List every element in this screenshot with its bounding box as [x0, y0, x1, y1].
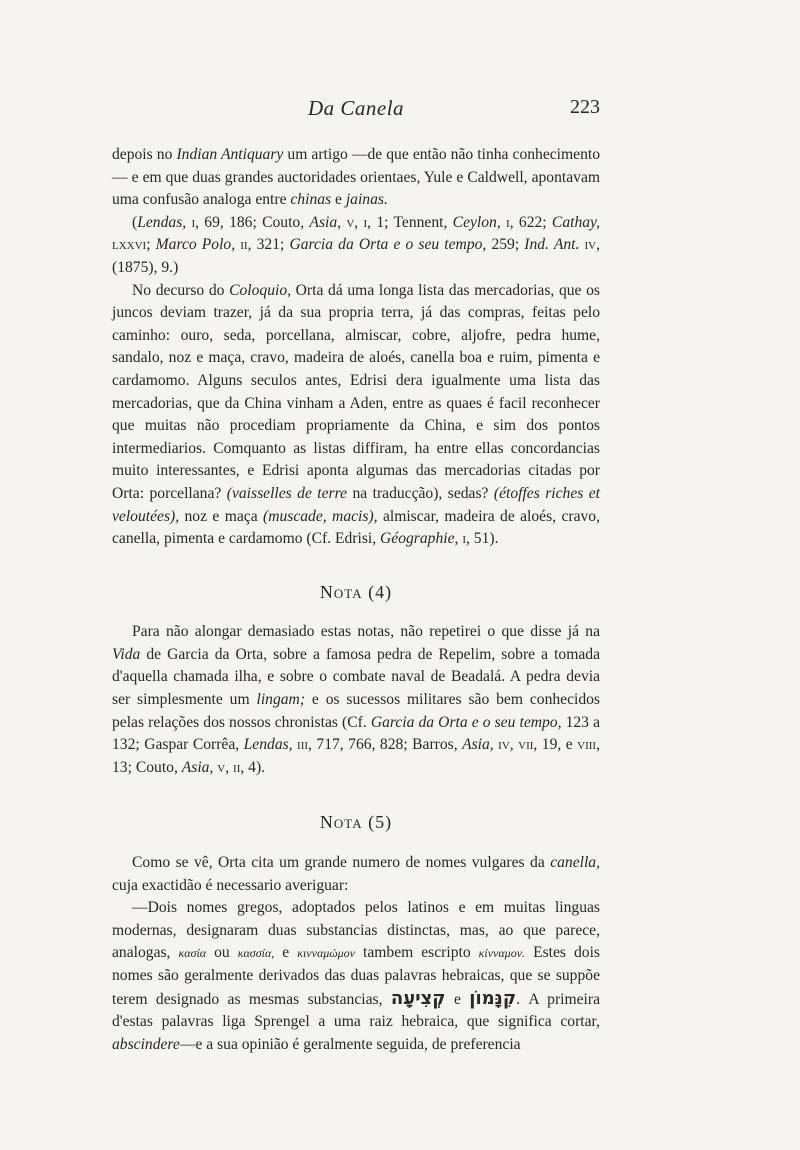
roman-numeral: iii	[297, 736, 309, 754]
text-run: Orta dá uma longa lista das mercadorias, que os juncos deviam trazer, já da sua propria terra, já das compras, feitas pelo caminho: ouro, seda, porcellana, almiscar, cobre, aljofre, pedra hume, sandalo, noz e maça, cravo, madeira de aloés, canella boa e ruim, pimenta e cardamomo. Alguns seculos antes, Edrisi dera igualmente uma lista das mercadorias, que da China vinham a Aden, entre as quaes é facil reconhecer que muitas não procediam propriamente da China, e sim dos pontos intermediarios. Comquanto as listas diffiram, ha entre ellas concordancias muito interessantes, e Edrisi aponta algumas das mercadorias citadas por Orta: porcellana?	[112, 281, 600, 502]
greek-word: κασσία,	[237, 946, 275, 961]
text-run: , 51).	[466, 530, 499, 548]
text-run: almiscar, madeira de aloés, cravo, canella, pimenta e cardamomo (Cf. Edrisi,	[112, 507, 600, 548]
text-run: ;	[146, 236, 156, 254]
roman-numeral: ii	[240, 236, 248, 254]
text-run: na traducção), sedas?	[347, 484, 494, 502]
roman-numeral: i	[363, 213, 368, 231]
italic-run: Ind. Ant.	[524, 236, 580, 254]
italic-run: Géographie,	[380, 530, 459, 548]
italic-run: Lendas,	[137, 213, 187, 231]
text-run: ,	[354, 213, 364, 231]
text-run: e	[445, 990, 470, 1008]
greek-word: κασία	[178, 946, 207, 961]
text-run: , 4).	[240, 758, 266, 776]
greek-word: κίνναμον.	[478, 946, 526, 961]
roman-numeral: v	[217, 758, 226, 776]
roman-numeral: v	[346, 213, 355, 231]
text-run: e	[331, 191, 346, 209]
text-run: , 717, 766, 828; Barros,	[308, 736, 463, 754]
paragraph-nota-4	[112, 621, 600, 779]
text-run: —Dois nomes gregos, adoptados pelos latinos e em muitas linguas modernas, designaram duas substancias distinctas, mas, ao que parece, analogas,	[112, 899, 600, 962]
italic-run: Asia,	[462, 736, 494, 754]
roman-numeral: viii	[577, 736, 597, 754]
text-run: Para não alongar demasiado estas notas, não repetirei o que disse já na	[132, 623, 600, 641]
roman-numeral: i	[191, 213, 196, 231]
text-run: No decurso do	[132, 281, 230, 299]
paragraph-coloquio	[112, 280, 600, 551]
italic-run: Asia,	[309, 213, 342, 231]
italic-run: Coloquio,	[229, 281, 292, 299]
italic-run: Lendas,	[243, 736, 293, 754]
text-run: ,	[225, 758, 234, 776]
section-heading-nota-5: Nota (5)	[319, 812, 393, 833]
text-run: , (1875), 9.)	[112, 236, 601, 276]
italic-run: Vida	[112, 645, 141, 663]
italic-run: Asia,	[181, 758, 214, 776]
greek-word: κινναμώμον	[297, 946, 355, 961]
roman-numeral: iv	[584, 236, 597, 254]
italic-run: (étoffes riches et veloutées),	[112, 484, 600, 525]
text-run: ou	[206, 944, 238, 962]
text-run: noz e maça	[179, 507, 264, 525]
text-run: depois no	[112, 146, 177, 163]
page-header	[112, 96, 600, 126]
text-run: , 19, e	[533, 736, 578, 754]
roman-numeral: i	[462, 530, 466, 548]
text-run: —e a sua opinião é geralmente seguida, de preferencia	[179, 1035, 521, 1053]
text-run: , 622;	[509, 213, 552, 231]
text-run: Como se vê, Orta cita um grande numero de nomes vulgares da	[132, 854, 551, 872]
text-run: . A primeira d'estas palavras liga Sprengel a uma raiz hebraica, que significa cortar,	[112, 990, 601, 1031]
italic-run: canella,	[550, 854, 600, 872]
running-title: Da Canela	[307, 96, 405, 120]
paragraph-nota-5-greek	[112, 897, 600, 1056]
roman-numeral: iv	[498, 736, 510, 754]
italic-run: Garcia da Orta e o seu tempo,	[370, 713, 562, 731]
text-run: (	[132, 213, 138, 231]
italic-run: (vaisselles de terre	[226, 484, 348, 502]
italic-run: abscindere	[112, 1035, 180, 1053]
page-number: 223	[570, 96, 600, 118]
text-run: um artigo —de que então não tinha conhecimento— e em que duas grandes auctoridades orientaes, Yule e Caldwell, apontavam uma confusão analoga entre	[112, 146, 600, 209]
text-run: tambem escripto	[355, 944, 479, 962]
roman-numeral: vii	[518, 736, 534, 754]
text-run: cuja exactidão é necessario averiguar:	[112, 876, 349, 894]
roman-numeral: i	[506, 213, 510, 231]
hebrew-word: קְצִיעָה	[390, 987, 446, 1009]
italic-run: Indian Antiquary	[176, 146, 284, 163]
italic-run: (muscade, macis),	[263, 507, 378, 525]
paragraph-nota-5-intro	[112, 852, 600, 897]
paragraph-intro	[112, 144, 600, 212]
text-run: de Garcia da Orta, sobre a famosa pedra de Repelim, sobre a tomada d'aquella chamada ilha, e sobre o combate naval de Beadalá. A pedra devia ser simplesmente um	[112, 645, 600, 709]
italic-run: chinas	[290, 191, 332, 209]
text-run: , 1; Tennent,	[367, 213, 453, 231]
italic-run: jainas.	[345, 191, 388, 209]
text-run: , 13; Couto,	[112, 736, 600, 776]
roman-numeral: lxxvi	[112, 236, 147, 254]
italic-run: Cathay,	[551, 213, 601, 231]
text-run: e	[274, 944, 298, 962]
text-run: 259;	[486, 236, 525, 254]
hebrew-word: קִנָּמוֹן	[469, 987, 517, 1009]
italic-run: Marco Polo,	[155, 236, 236, 254]
italic-run: lingam;	[256, 691, 306, 709]
italic-run: Ceylon,	[452, 213, 501, 231]
text-run: , 69, 186; Couto,	[195, 213, 310, 231]
text-run: 123 a 132; Gaspar Corrêa,	[112, 713, 600, 754]
section-heading-nota-4: Nota (4)	[319, 581, 393, 602]
text-run: ,	[509, 736, 519, 754]
italic-run: Garcia da Orta e o seu tempo,	[289, 236, 487, 254]
text-run: e os sucessos militares são bem conhecidos pelas relações dos nossos chronistas (Cf.	[112, 691, 600, 731]
roman-numeral: ii	[233, 758, 241, 776]
text-run: , 321;	[247, 236, 290, 254]
text-run: Estes dois nomes são geralmente derivados das duas palavras hebraicas, que se suppõe terem designado as mesmas substancias,	[112, 944, 600, 1008]
paragraph-references	[112, 212, 600, 280]
body-text	[112, 144, 600, 1056]
